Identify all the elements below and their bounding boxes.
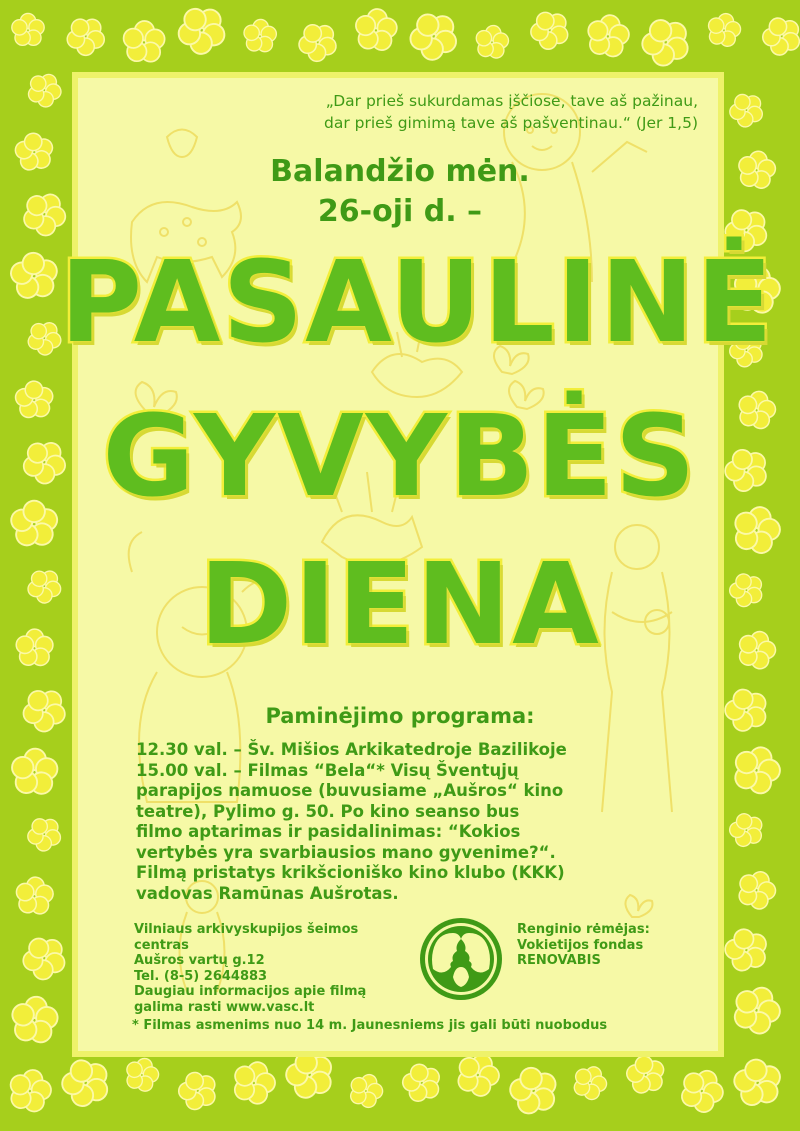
sponsor-name: Vokietijos fondas [517, 937, 644, 953]
program-line: vertybės yra svarbiausios mano gyvenime?“. [136, 842, 556, 862]
quote-line-1: „Dar prieš sukurdamas įščiose, tave aš pažinau, [325, 92, 698, 110]
organizer-website: galima rasti www.vasc.lt [134, 999, 315, 1015]
organizer-address: Aušros vartų g.12 [134, 953, 265, 968]
program-line: filmo aptarimas ir pasidalinimas: “Kokios [136, 822, 521, 841]
event-day: 26-oji d. – [317, 194, 483, 229]
age-footnote: * Filmas asmenims nuo 14 m. Jaunesniems jis gali būti nuobodus [132, 1018, 608, 1033]
headline-word-3: DIENA [199, 540, 601, 670]
organizer-line: Daugiau informacijos apie filmą [134, 984, 367, 999]
headline-word-2: GYVYBĖS [102, 392, 698, 522]
program-line: Filmą pristatys krikšcioniško kino klubo (KKK) [136, 863, 565, 882]
headline-word-1: PASAULINĖ [60, 238, 775, 368]
organizer-info [134, 922, 414, 1015]
organizer-phone: Tel. (8-5) 2644883 [134, 968, 268, 984]
program-description [136, 740, 696, 904]
organizer-line: centras [134, 937, 189, 953]
sponsor-info [517, 922, 717, 969]
program-title: Paminėjimo programa: [265, 704, 535, 728]
organizer-line: Vilniaus arkivyskupijos šeimos [134, 922, 359, 937]
event-month: Balandžio mėn. [270, 154, 530, 189]
sponsor-organization: RENOVABIS [517, 953, 601, 968]
program-line: parapijos namuose (buvusiame „Aušros“ kino [136, 781, 564, 800]
program-line: vadovas Ramūnas Aušrotas. [136, 883, 399, 903]
quote-line-2: dar prieš gimimą tave aš pašventinau.“ (Jer 1,5) [324, 114, 698, 132]
family-silhouette-logo-icon [419, 917, 503, 1001]
program-line: 15.00 val. – Filmas “Bela“* Visų Šventųjų [136, 760, 519, 780]
bible-quote [118, 90, 698, 134]
program-line: teatre), Pylimo g. 50. Po kino seanso bus [136, 801, 520, 821]
program-line: 12.30 val. – Šv. Mišios Arkikatedroje Bazilikoje [136, 740, 567, 759]
sponsor-label: Renginio rėmėjas: [517, 922, 650, 937]
